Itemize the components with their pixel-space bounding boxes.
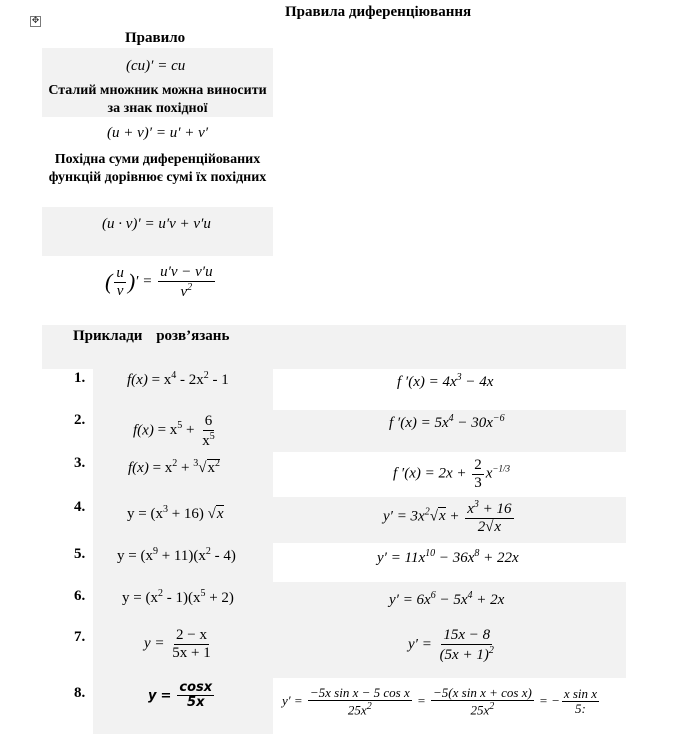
rule-2-formula: (u + v)′ = u′ + v′	[107, 125, 209, 141]
page-title: Правила диференціювання	[285, 4, 472, 20]
example-8-number: 8.	[74, 685, 86, 701]
example-4-function: $y = (x^3 + 16)$ √x	[127, 504, 224, 522]
rule-2-description: Похідна суми диференційованих функцій дорівнює сумі їх похідних	[48, 152, 267, 185]
rule-4-formula: ( $\frac{u}{v}$ )′ = $\frac{u'v - v'u}{v^2}$	[105, 264, 213, 300]
examples-header: Приклади розв’язань	[73, 328, 230, 344]
example-4-number: 4.	[74, 499, 86, 515]
example-3-answer: f ′(x) = 2x + $\frac{2}{3}$ $x^{-1/3}$	[393, 457, 510, 491]
example-6-function: $y = (x^2 - 1)(x^5 + 2)$	[122, 588, 234, 606]
example-7-function: y = $\frac{2 - x}{5x + 1}$	[144, 627, 211, 661]
example-6-answer: $y' = 6x^6 - 5x^4 + 2x$	[389, 590, 505, 608]
example-1-function: $f(x) = x^4 - 2x^2 - 1$	[127, 370, 229, 388]
example-5-number: 5.	[74, 546, 86, 562]
example-5-function: $y = (x^9 + 11)(x^2 - 4)$	[117, 546, 236, 564]
example-4-answer: $y' = 3x^2√x$ + $\frac{x^3 + 16}{2√x}$	[383, 499, 512, 535]
example-1-answer: f $'(x) = 4x^3 - 4x$	[397, 372, 494, 390]
example-2-function: $f(x) = x^5$ + $\frac{6}{x^5}$	[133, 413, 215, 449]
example-5-answer: $y' = 11x^{10} - 36x^8 + 22x$	[377, 548, 519, 566]
example-2-number: 2.	[74, 412, 86, 428]
example-8-function: y = $\frac{\cos x}{5x}$	[148, 680, 213, 711]
example-1-number: 1.	[74, 370, 86, 386]
example-6-number: 6.	[74, 588, 86, 604]
example-7-answer: y′ = $\frac{15x - 8}{(5x + 1)^2}$	[408, 627, 494, 663]
example-7-number: 7.	[74, 629, 86, 645]
rules-header: Правило	[125, 30, 186, 46]
example-3-function: $f(x) = x^2 + ^3√x^2$	[128, 458, 220, 476]
example-3-number: 3.	[74, 455, 86, 471]
rule-1-formula: (cu)′ = cu	[126, 58, 186, 74]
example-8-answer: y′ = $\frac{\text{−5x sin x − 5 cos x}}{25x^2}$ = $\frac{\text{−5(x sin x + cos x)}}{25x^2}$ = − $\frac{\text{x sin x}}{5:}$	[282, 685, 598, 718]
example-2-answer: f $'(x) = 5x^4 - 30x^{-6}$	[389, 413, 505, 431]
table-move-handle-icon[interactable]: ✥	[31, 16, 40, 26]
rule-1-description: Сталий множник можна виносити за знак похідної	[48, 83, 267, 116]
rule-3-formula: (u · v)′ = u′v + v′u	[102, 216, 211, 232]
